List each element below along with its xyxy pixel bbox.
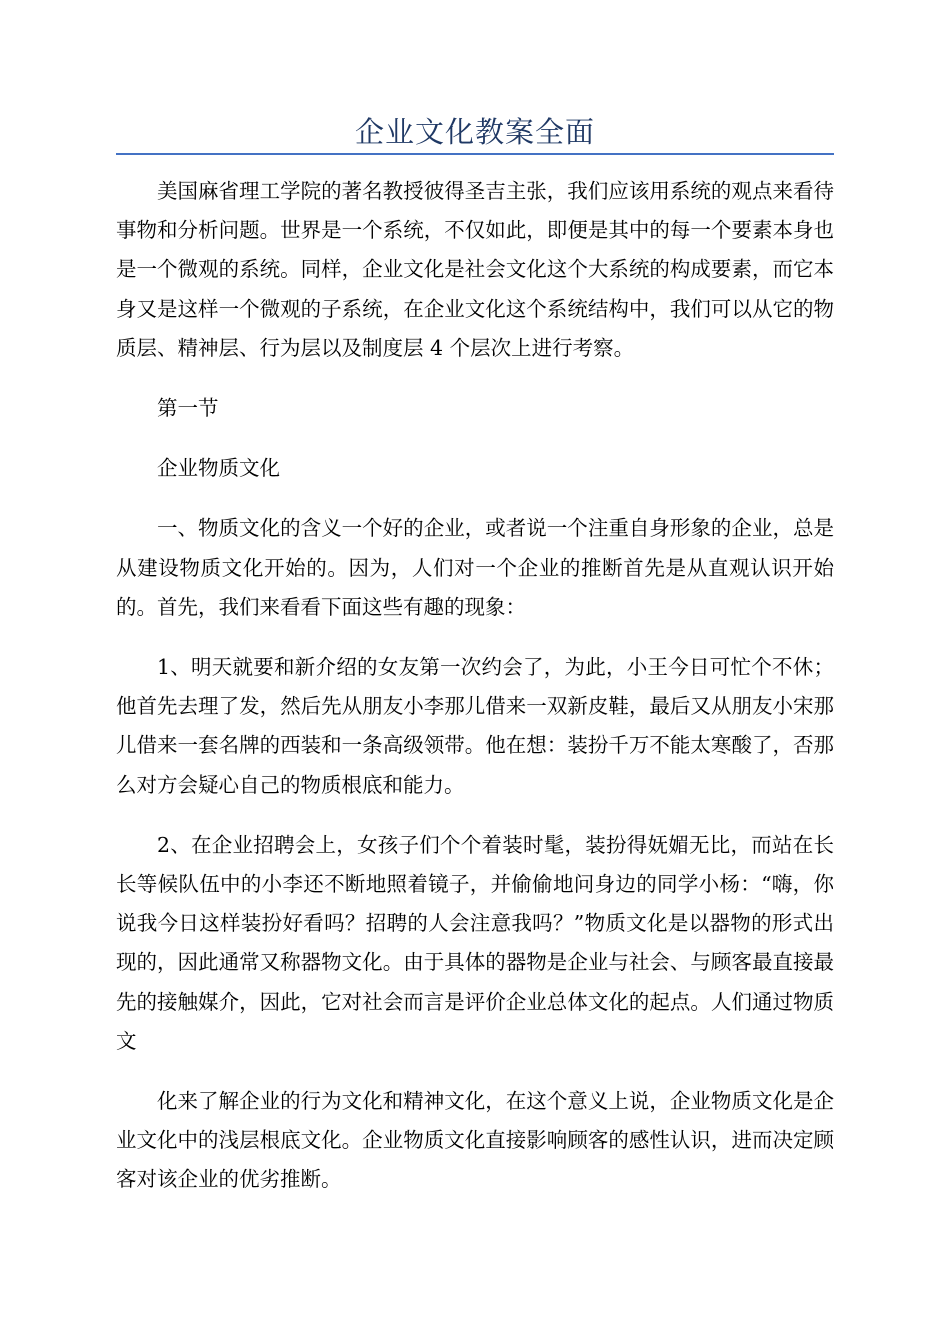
paragraph-definition: 一、物质文化的含义一个好的企业，或者说一个注重自身形象的企业，总是从建设物质文化开始的。因为，人们对一个企业的推断首先是从直观认识开始的。首先，我们来看看下面这些有趣的现象： [116, 516, 834, 619]
paragraph-conclusion: 化来了解企业的行为文化和精神文化，在这个意义上说，企业物质文化是企业文化中的浅层根底文化。企业物质文化直接影响顾客的感性认识，进而决定顾客对该企业的优劣推断。 [116, 1089, 834, 1192]
section-heading: 第一节 [157, 396, 219, 421]
paragraph-example-1: 1、明天就要和新介绍的女友第一次约会了，为此，小王今日可忙个不休；他首先去理了发，然后先从朋友小李那儿借来一双新皮鞋，最后又从朋友小宋那儿借来一套名牌的西装和一条高级领带。他在想：装扮千万不能太寒酸了，否那么对方会疑心自己的物质根底和能力。 [116, 655, 834, 797]
section-subheading: 企业物质文化 [157, 456, 280, 481]
title-underline [116, 153, 834, 155]
document-body [116, 172, 834, 1221]
paragraph-example-2: 2、在企业招聘会上，女孩子们个个着装时髦，装扮得妩媚无比，而站在长长等候队伍中的小李还不断地照着镜子，并偷偷地问身边的同学小杨：“嗨，你说我今日这样装扮好看吗？招聘的人会注意我吗？”物质文化是以器物的形式出现的，因此通常又称器物文化。由于具体的器物是企业与社会、与顾客最直接最先的接触媒介，因此，它对社会而言是评价企业总体文化的起点。人们通过物质文 [116, 832, 834, 1053]
document-title: 企业文化教案全面 [354, 115, 595, 149]
paragraph-intro: 美国麻省理工学院的著名教授彼得圣吉主张，我们应该用系统的观点来看待事物和分析问题。世界是一个系统，不仅如此，即便是其中的每一个要素本身也是一个微观的系统。同样，企业文化是社会文化这个大系统的构成要素，而它本身又是这样一个微观的子系统，在企业文化这个系统结构中，我们可以从它的物质层、精神层、行为层以及制度层 4 个层次上进行考察。 [116, 179, 834, 360]
